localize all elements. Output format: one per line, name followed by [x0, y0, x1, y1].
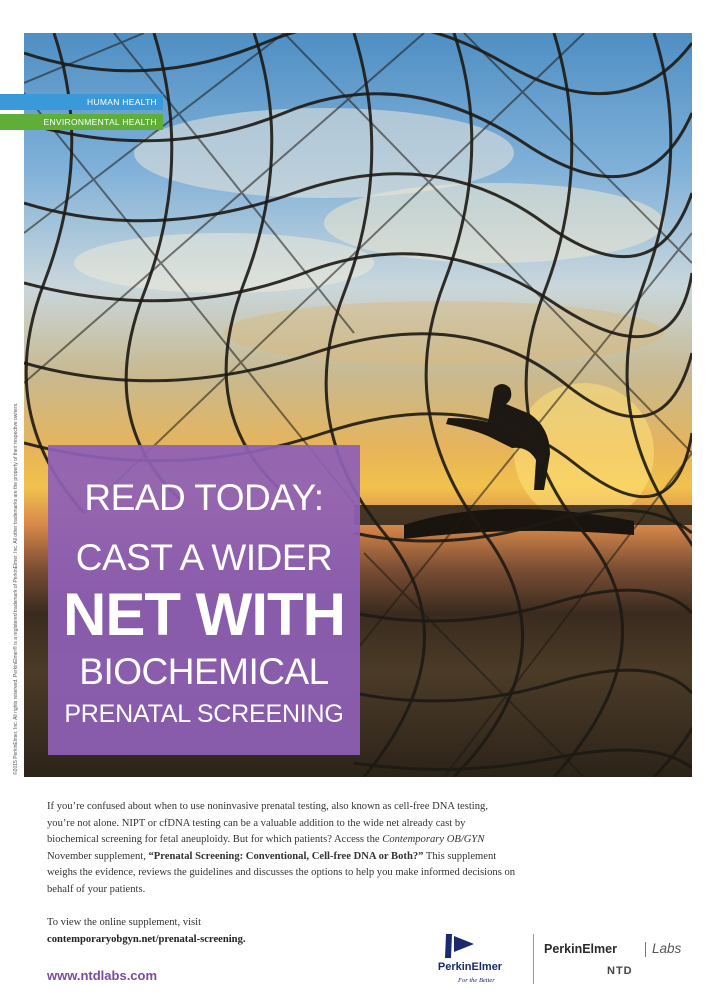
- body-text-3: This supplement weighs the evidence, reviews the guidelines and discusses the options to help you make informed decisions on behalf of your patients.: [47, 850, 516, 895]
- headline-line-5: PRENATAL SCREENING: [64, 700, 344, 728]
- body-paragraph: [47, 799, 517, 899]
- headline-box: [48, 445, 360, 755]
- view-online-block: [47, 914, 447, 948]
- supplement-title: “Prenatal Screening: Conventional, Cell-free DNA or Both?”: [148, 850, 424, 862]
- perkinelmer-name: PerkinElmer: [437, 961, 503, 973]
- headline-line-1: READ TODAY:: [84, 477, 324, 518]
- labs-ntd: NTD: [607, 965, 633, 977]
- logo-divider: [533, 934, 534, 984]
- labs-word: Labs: [652, 941, 682, 956]
- perkinelmer-tagline: For the Better: [458, 977, 495, 984]
- headline-line-2: CAST A WIDER: [75, 537, 333, 578]
- body-copy: [47, 799, 517, 899]
- headline-line-3: NET WITH: [63, 581, 345, 648]
- view-line: To view the online supplement, visit: [47, 917, 202, 928]
- headline-line-4: BIOCHEMICAL: [79, 651, 329, 692]
- copyright-notice: ©2015 PerkinElmer, Inc. All rights reserved. PerkinElmer® is a registered trademark of PerkinElmer, Inc. All other trademarks are the property of their respective owners.: [13, 402, 19, 775]
- body-text-2: November supplement,: [47, 850, 149, 862]
- human-health-tag: HUMAN HEALTH: [0, 94, 163, 110]
- perkinelmer-labs-ntd-logo: [544, 942, 704, 982]
- labs-brand: PerkinElmer: [544, 942, 617, 956]
- body-text-1: If you’re confused about when to use noninvasive prenatal testing, also known as cell-free DNA testing, you’re not alone. NIPT or cfDNA testing can be a valuable addition to the wide net already cast by biochemical screening for fetal aneuploidy. But for which patients? Access the: [47, 801, 488, 846]
- journal-name: Contemporary OB/GYN: [382, 834, 485, 846]
- labs-separator: [645, 942, 646, 957]
- supplement-url-link[interactable]: contemporaryobgyn.net/prenatal-screening.: [47, 934, 246, 945]
- environmental-health-tag: ENVIRONMENTAL HEALTH: [0, 114, 163, 130]
- website-link[interactable]: www.ntdlabs.com: [47, 968, 158, 983]
- perkinelmer-mark-icon: [442, 932, 476, 960]
- perkinelmer-logo: [420, 932, 530, 988]
